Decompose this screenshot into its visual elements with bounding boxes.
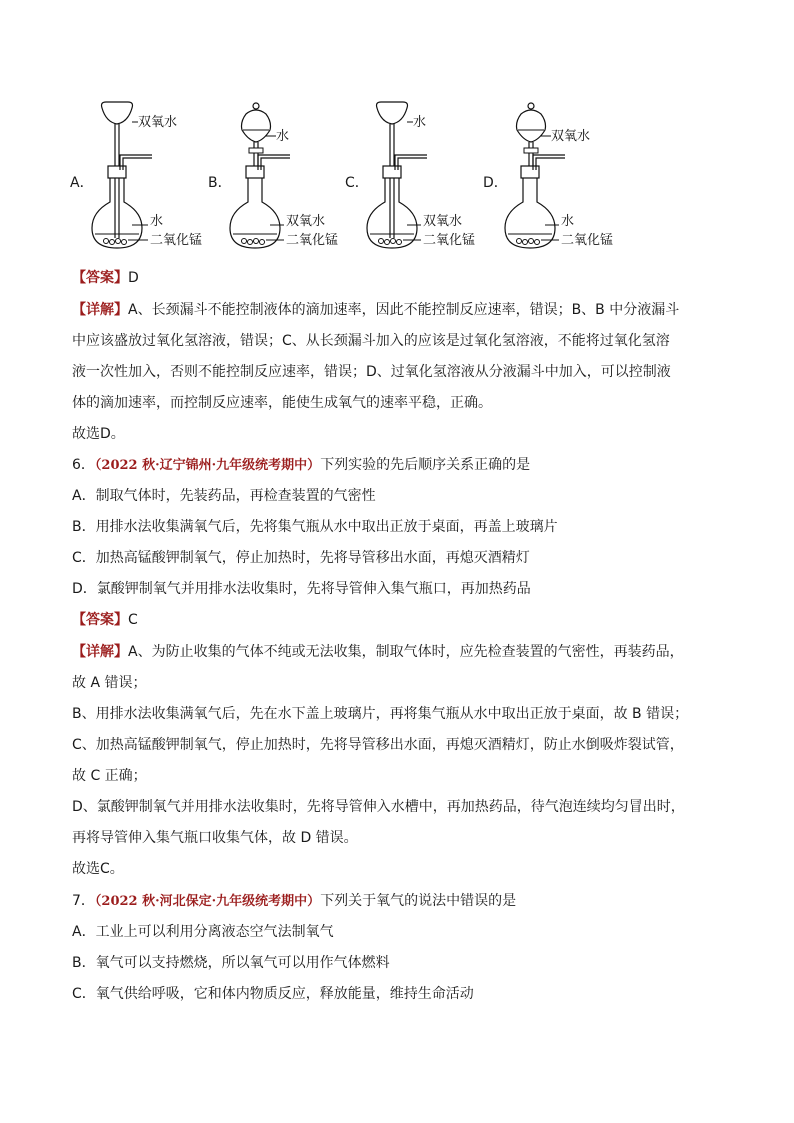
option-letter: B． bbox=[208, 175, 232, 191]
q5-detail-line: 液一次性加入，否则不能控制反应速率，错误；D、过氧化氢溶液从分液漏斗中加入，可以控制液 bbox=[72, 364, 671, 380]
apparatus-option-d bbox=[483, 100, 623, 255]
apparatus-figure bbox=[70, 100, 630, 255]
detail-text: A、为防止收集的气体不纯或无法收集，制取气体时，应先检查装置的气密性，再装药品， bbox=[128, 644, 684, 660]
bottom-label-2: 二氧化锰 bbox=[150, 233, 203, 248]
bottom-label-1: 水 bbox=[150, 214, 164, 229]
bottom-label-1: 双氧水 bbox=[423, 214, 463, 229]
q5-detail-line: 中应该盛放过氧化氢溶液，错误；C、从长颈漏斗加入的应该是过氧化氢溶液，不能将过氧化氢溶 bbox=[72, 333, 670, 349]
q6-detail-line: C、加热高锰酸钾制氧气，停止加热时，先将导管移出水面，再熄灭酒精灯，防止水倒吸炸裂试管， bbox=[72, 737, 684, 753]
q5-answer bbox=[72, 268, 139, 288]
apparatus-option-a bbox=[70, 100, 210, 255]
q6-stem bbox=[72, 455, 530, 476]
q5-detail-line bbox=[72, 300, 679, 320]
bottom-label-1: 水 bbox=[561, 214, 575, 229]
answer-value: C bbox=[128, 612, 138, 628]
answer-tag: 【答案】 bbox=[72, 612, 128, 628]
q6-detail-line: 故 A 错误； bbox=[72, 675, 147, 691]
q5-conclusion: 故选D。 bbox=[72, 426, 125, 442]
q6-detail-line bbox=[72, 642, 684, 662]
question-number: 7． bbox=[72, 893, 95, 909]
q6-detail-line: 故 C 正确； bbox=[72, 768, 147, 784]
question-source: （2022 秋·辽宁锦州·九年级统考期中） bbox=[94, 458, 321, 473]
top-label: 水 bbox=[413, 115, 427, 130]
detail-tag: 【详解】 bbox=[72, 302, 128, 318]
apparatus-a-drawing bbox=[70, 100, 210, 255]
apparatus-c-drawing bbox=[345, 100, 485, 255]
apparatus-option-b bbox=[208, 100, 348, 255]
question-stem: 下列关于氧气的说法中错误的是 bbox=[320, 893, 517, 909]
q6-option-b: B．用排水法收集满氧气后，先将集气瓶从水中取出正放于桌面，再盖上玻璃片 bbox=[72, 519, 558, 535]
question-source: （2022 秋·河北保定·九年级统考期中） bbox=[94, 894, 321, 909]
top-label: 水 bbox=[276, 129, 290, 144]
answer-value: D bbox=[128, 270, 139, 286]
bottom-label-2: 二氧化锰 bbox=[561, 233, 614, 248]
option-letter: C． bbox=[345, 175, 369, 191]
q6-option-c: C．加热高锰酸钾制氧气，停止加热时，先将导管移出水面，再熄灭酒精灯 bbox=[72, 550, 530, 566]
detail-text: A、长颈漏斗不能控制液体的滴加速率，因此不能控制反应速率，错误；B、B 中分液漏斗 bbox=[128, 302, 680, 318]
q6-detail-line: 再将导管伸入集气瓶口收集气体，故 D 错误。 bbox=[72, 830, 358, 846]
question-stem: 下列实验的先后顺序关系正确的是 bbox=[320, 457, 531, 473]
bottom-label-2: 二氧化锰 bbox=[423, 233, 476, 248]
top-label: 双氧水 bbox=[138, 115, 178, 130]
apparatus-d-drawing bbox=[483, 100, 623, 255]
detail-tag: 【详解】 bbox=[72, 644, 128, 660]
option-letter: A． bbox=[70, 175, 94, 191]
answer-tag: 【答案】 bbox=[72, 270, 128, 286]
q6-conclusion: 故选C。 bbox=[72, 861, 124, 877]
bottom-label-1: 双氧水 bbox=[286, 214, 326, 229]
top-label: 双氧水 bbox=[551, 129, 591, 144]
q6-detail-line: D、氯酸钾制氧气并用排水法收集时，先将导管伸入水槽中，再加热药品，待气泡连续均匀冒出时， bbox=[72, 799, 685, 815]
option-letter: D． bbox=[483, 175, 508, 191]
apparatus-b-drawing bbox=[208, 100, 348, 255]
q6-detail-line: B、用排水法收集满氧气后，先在水下盖上玻璃片，再将集气瓶从水中取出正放于桌面，故 B 错误； bbox=[72, 706, 689, 722]
q6-answer bbox=[72, 610, 138, 630]
q7-option-b: B．氧气可以支持燃烧，所以氧气可以用作气体燃料 bbox=[72, 955, 390, 971]
apparatus-option-c bbox=[345, 100, 485, 255]
q7-option-a: A．工业上可以利用分离液态空气法制氧气 bbox=[72, 924, 334, 940]
q6-option-a: A．制取气体时，先装药品，再检查装置的气密性 bbox=[72, 488, 376, 504]
q7-option-c: C．氧气供给呼吸，它和体内物质反应，释放能量，维持生命活动 bbox=[72, 986, 474, 1002]
q6-option-d: D．氯酸钾制氧气并用排水法收集时，先将导管伸入集气瓶口，再加热药品 bbox=[72, 581, 531, 597]
bottom-label-2: 二氧化锰 bbox=[286, 233, 339, 248]
question-number: 6． bbox=[72, 457, 95, 473]
q7-stem bbox=[72, 891, 516, 912]
q5-detail-line: 体的滴加速率，而控制反应速率，能使生成氧气的速率平稳，正确。 bbox=[72, 395, 492, 411]
